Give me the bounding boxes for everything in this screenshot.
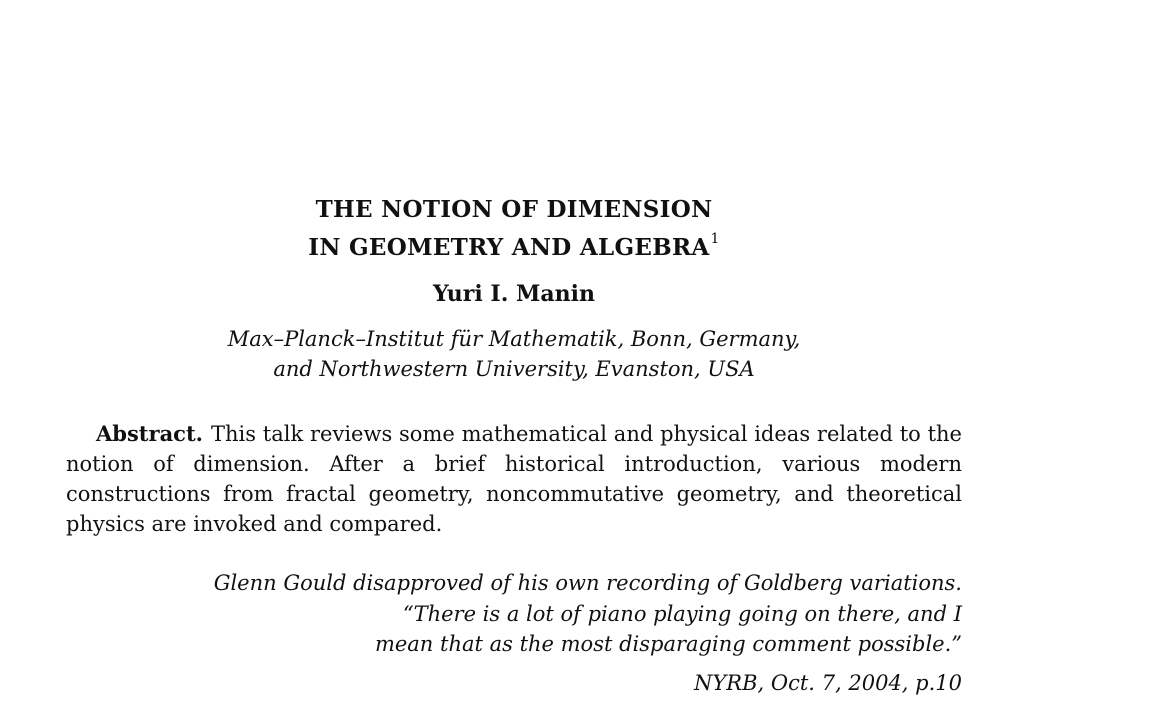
- title-line-1-text: THE NOTION OF DIMENSION: [315, 196, 713, 223]
- paper-title-line-1: [66, 196, 962, 223]
- epigraph-line-1: Glenn Gould disapproved of his own recording of Goldberg variations.: [213, 571, 962, 595]
- title-line-2-text: IN GEOMETRY AND ALGEBRA: [308, 234, 710, 261]
- paper-title-line-2: [66, 231, 962, 261]
- abstract-text: This talk reviews some mathematical and physical ideas related to the notion of dimension. After a brief historical introduction, various modern constructions from fractal geometry, noncommutative geometry, and theoretical physics are invoked and compared.: [66, 422, 962, 536]
- epigraph-source: NYRB, Oct. 7, 2004, p.10: [694, 671, 962, 695]
- affiliation-line-2: and Northwestern University, Evanston, USA: [273, 357, 755, 381]
- affiliation-line-1: Max–Planck–Institut für Mathematik, Bonn, Germany,: [227, 327, 801, 351]
- epigraph-line-3: mean that as the most disparaging comment possible.”: [374, 632, 962, 656]
- title-footnote-mark: 1: [710, 231, 720, 247]
- author-name: Yuri I. Manin: [433, 281, 595, 307]
- abstract-paragraph: [66, 419, 962, 539]
- epigraph-line-2: “There is a lot of piano playing going on there, and I: [402, 602, 962, 626]
- abstract-label: Abstract.: [96, 421, 203, 446]
